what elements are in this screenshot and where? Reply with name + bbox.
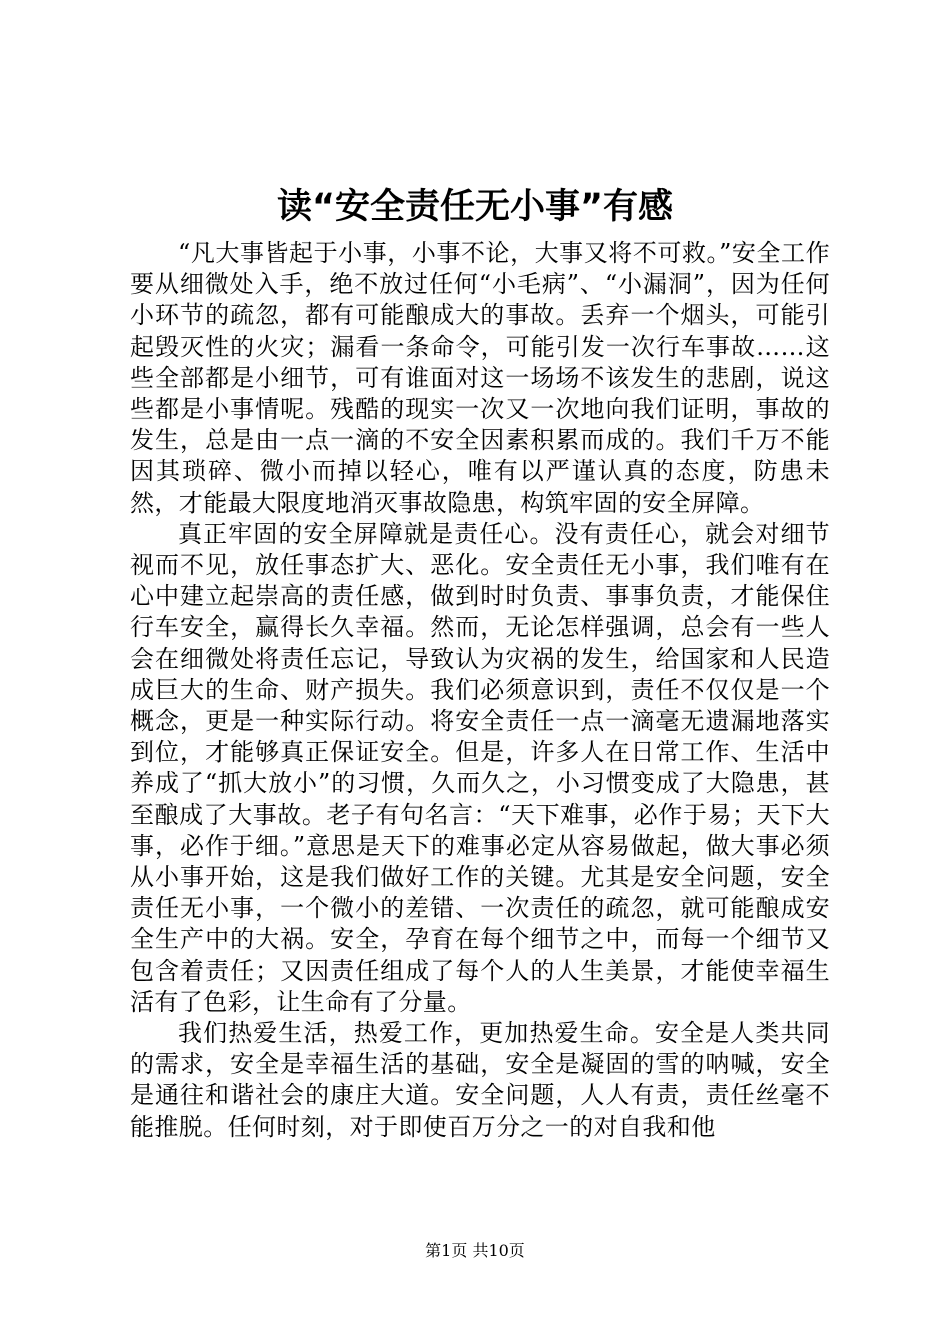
document-body bbox=[130, 238, 830, 1143]
paragraph-1: “凡大事皆起于小事，小事不论，大事又将不可救。”安全工作要从细微处入手，绝不放过任何“小毛病”、“小漏洞”，因为任何小环节的疏忽，都有可能酿成大的事故。丢弃一个烟头，可能引起毁灭性的火灾；漏看一条命令，可能引发一次行车事故……这些全部都是小细节，可有谁面对这一场场不该发生的悲剧，说这些都是小事情呢。残酷的现实一次又一次地向我们证明，事故的发生，总是由一点一滴的不安全因素积累而成的。我们千万不能因其琐碎、微小而掉以轻心，唯有以严谨认真的态度，防患未然，才能最大限度地消灭事故隐患，构筑牢固的安全屏障。 bbox=[130, 239, 830, 517]
document-title: 读“安全责任无小事”有感 bbox=[276, 187, 673, 227]
page-number-footer: 第1页 共10页 bbox=[425, 1241, 525, 1260]
paragraph-2: 真正牢固的安全屏障就是责任心。没有责任心，就会对细节视而不见，放任事态扩大、恶化。安全责任无小事，我们唯有在心中建立起崇高的责任感，做到时时负责、事事负责，才能保住行车安全，赢得长久幸福。然而，无论怎样强调，总会有一些人会在细微处将责任忘记，导致认为灾祸的发生，给国家和人民造成巨大的生命、财产损失。我们必须意识到，责任不仅仅是一个概念，更是一种实际行动。将安全责任一点一滴毫无遗漏地落实到位，才能够真正保证安全。但是，许多人在日常工作、生活中养成了“抓大放小”的习惯，久而久之，小习惯变成了大隐患，甚至酿成了大事故。老子有句名言：“天下难事，必作于易；天下大事，必作于细。”意思是天下的难事必定从容易做起，做大事必须从小事开始，这是我们做好工作的关键。尤其是安全问题，安全责任无小事，一个微小的差错、一次责任的疏忽，就可能酿成安全生产中的大祸。安全，孕育在每个细节之中，而每一个细节又包含着责任；又因责任组成了每个人的人生美景，才能使幸福生活有了色彩，让生命有了分量。 bbox=[130, 519, 830, 1016]
paragraph-3: 我们热爱生活，热爱工作，更加热爱生命。安全是人类共同的需求，安全是幸福生活的基础，安全是凝固的雪的呐喊，安全是通往和谐社会的康庄大道。安全问题，人人有责，责任丝毫不能推脱。任何时刻，对于即使百万分之一的对自我和他 bbox=[130, 1019, 830, 1141]
